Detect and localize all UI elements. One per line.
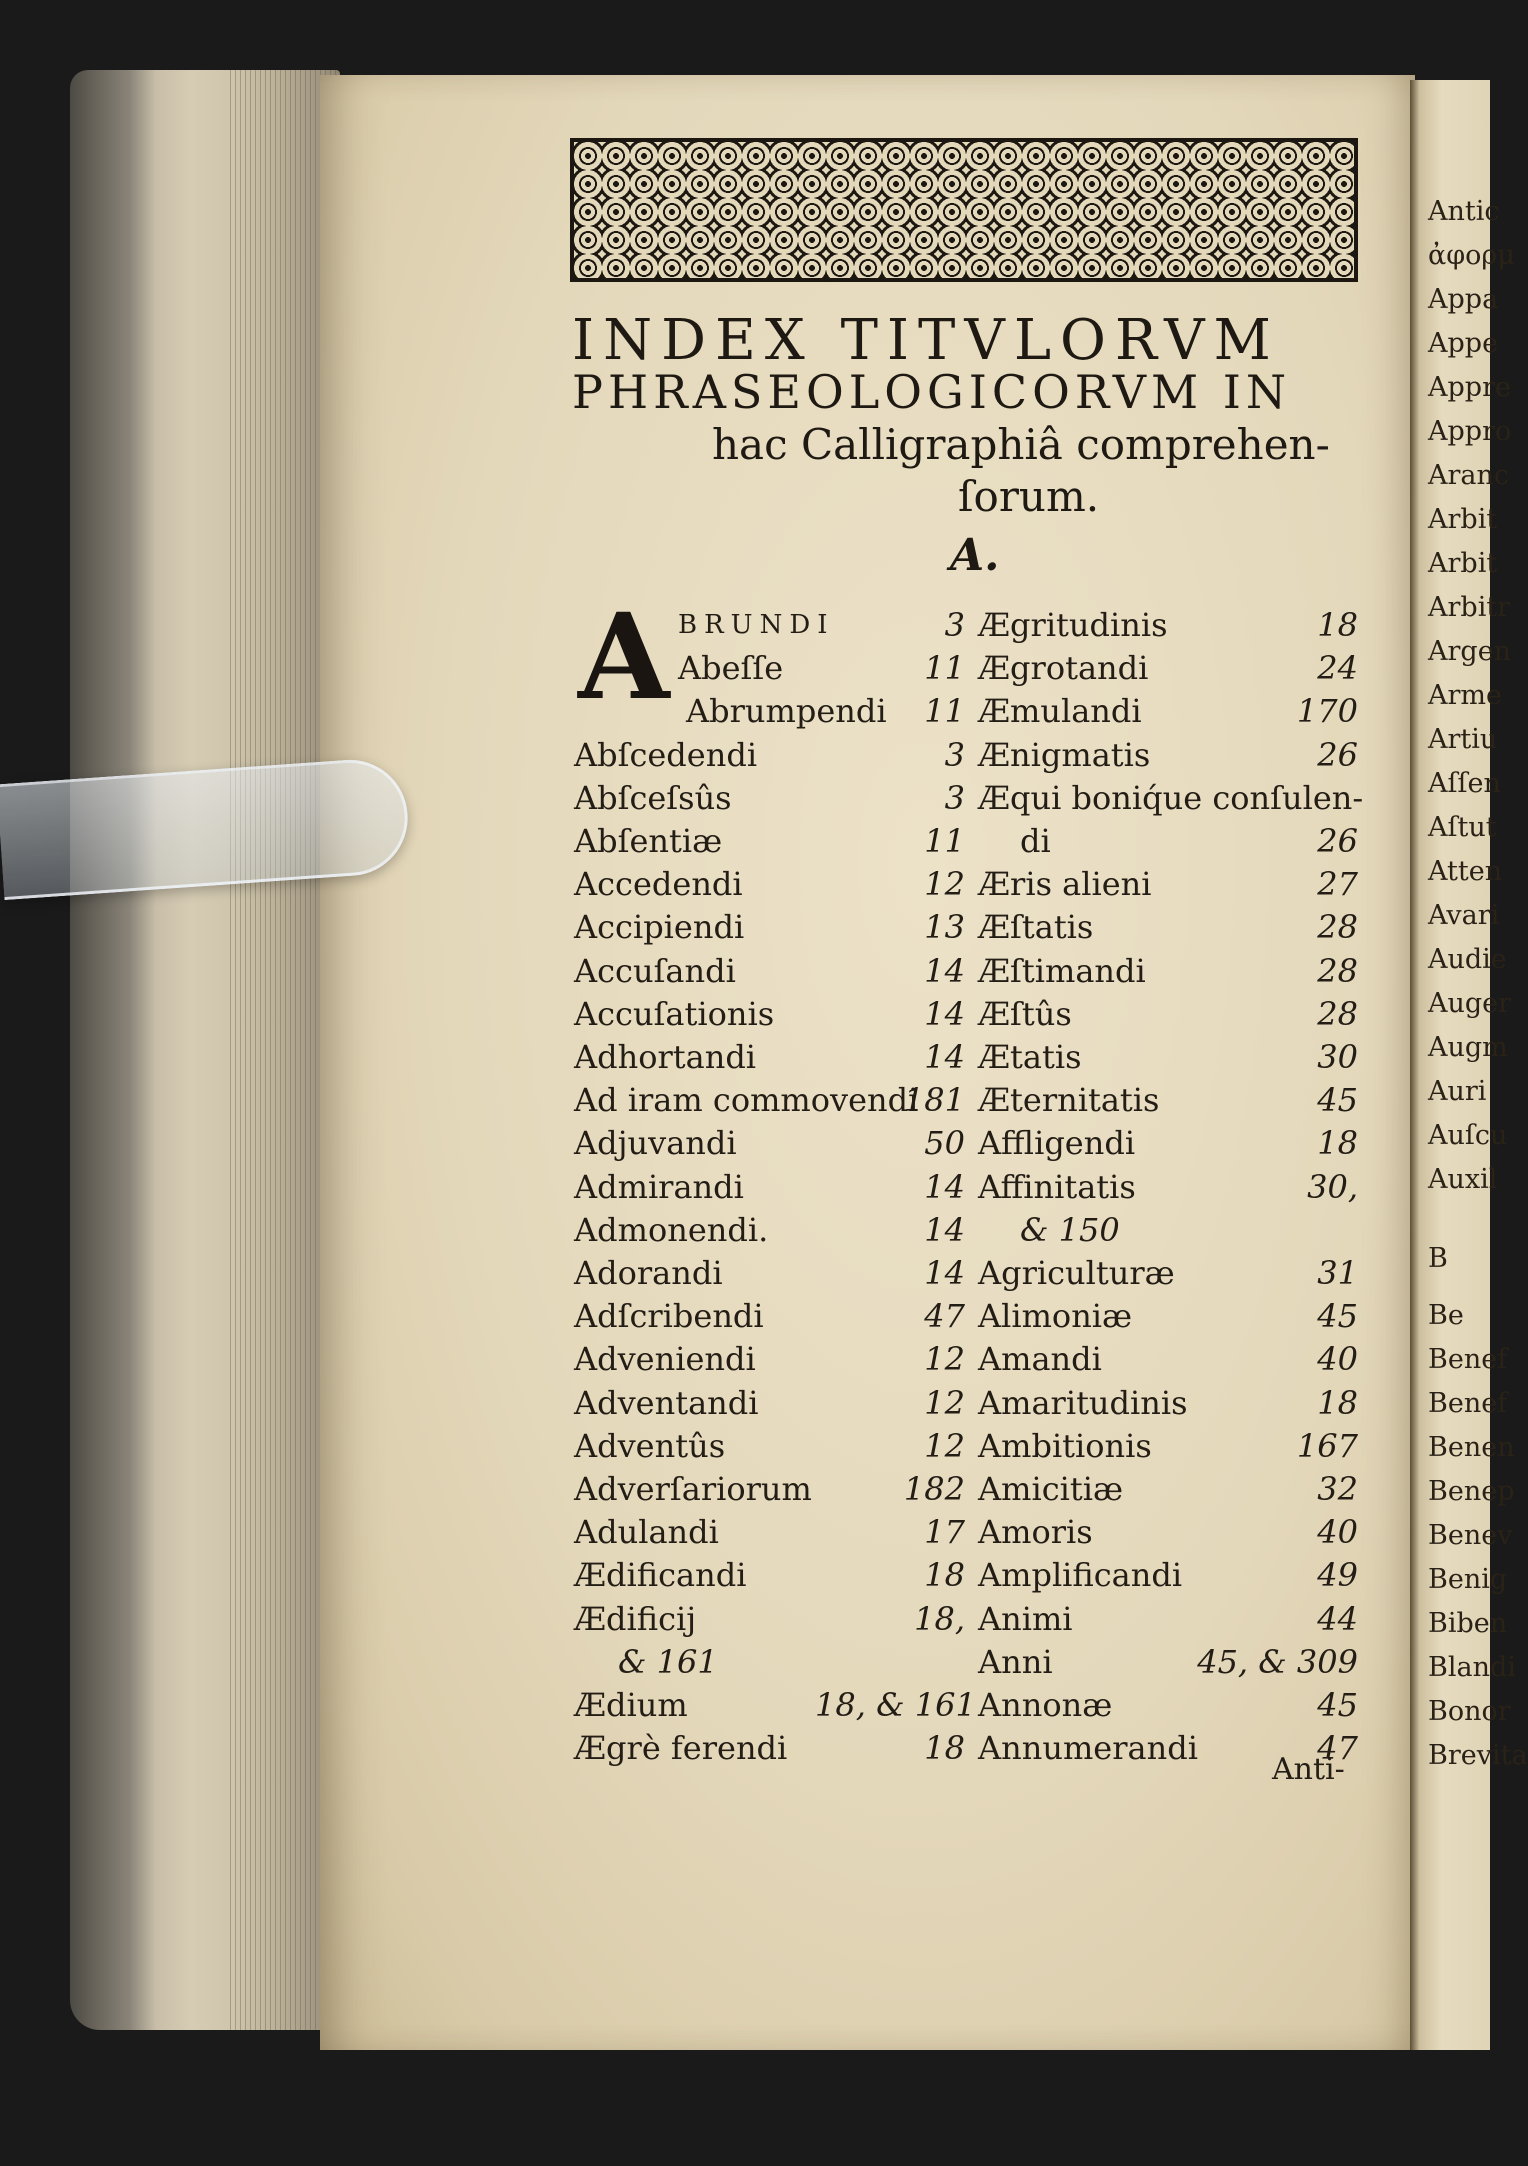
right-index-page: 30: [1317, 1038, 1358, 1076]
left-index-page: 3: [944, 779, 965, 817]
right-index-term: Æmulandi: [978, 692, 1142, 730]
right-index-term: Æris alieni: [978, 865, 1152, 903]
left-index-page: 12: [924, 1427, 965, 1465]
left-index-page: 3: [944, 736, 965, 774]
left-index-term: Adhortandi: [574, 1038, 757, 1076]
right-index-term: di: [1020, 822, 1051, 860]
facing-page-fragment: Appro: [1428, 416, 1512, 447]
right-index-page: 26: [1317, 736, 1358, 774]
right-index-page: 40: [1317, 1513, 1358, 1551]
facing-page-fragment: ἀφορμ: [1428, 240, 1515, 271]
right-index-term: Ænigmatis: [978, 736, 1151, 774]
facing-page-fragment: Benef: [1428, 1388, 1508, 1419]
left-index-term: Abſentiæ: [574, 822, 723, 860]
left-index-page: 18: [924, 1729, 965, 1767]
left-index-term: Abrumpendi: [686, 692, 887, 730]
facing-page-fragment: Argen: [1428, 636, 1512, 667]
right-index-term: Animi: [978, 1600, 1073, 1638]
right-index-page: 18: [1317, 606, 1358, 644]
left-index-term: Ædium: [574, 1686, 688, 1724]
right-index-term: Anni: [978, 1643, 1053, 1681]
section-letter: A.: [950, 530, 1000, 581]
facing-page-fragment: Benef: [1428, 1344, 1508, 1375]
right-index-term: Affligendi: [978, 1124, 1136, 1162]
facing-page-fragment: Avari: [1428, 900, 1500, 931]
facing-page-fragment: Aſſen: [1428, 768, 1501, 799]
catchword: Anti-: [1272, 1752, 1345, 1787]
right-index-page: 45: [1317, 1081, 1358, 1119]
right-index-page: 47: [1317, 1729, 1358, 1767]
facing-page-fragment: Appa: [1428, 284, 1499, 315]
left-index-page: 181: [903, 1081, 965, 1119]
facing-page-fragment: Arbitr: [1428, 592, 1511, 623]
left-index-page: 11: [924, 649, 965, 687]
book-fore-edge: [70, 70, 340, 2030]
right-index-term: Ægrotandi: [978, 649, 1149, 687]
left-index-term: Admonendi.: [574, 1211, 769, 1249]
right-index-term: Annumerandi: [978, 1729, 1198, 1767]
right-index-page: 45: [1317, 1686, 1358, 1724]
facing-page-fragment: Appe: [1428, 328, 1499, 359]
right-index-term: Ætatis: [978, 1038, 1082, 1076]
right-index-term: Alimoniæ: [978, 1297, 1133, 1335]
right-index-page: 26: [1317, 822, 1358, 860]
right-index-page: 40: [1317, 1340, 1358, 1378]
left-index-term: Adulandi: [574, 1513, 719, 1551]
facing-page-fragment: Atten: [1428, 856, 1503, 887]
right-index-term: Æſtimandi: [978, 952, 1146, 990]
left-index-page: 14: [924, 1038, 965, 1076]
title-line-1: INDEX TITVLORVM: [572, 308, 1280, 373]
left-index-page: 14: [924, 995, 965, 1033]
right-index-term: Amandi: [978, 1340, 1102, 1378]
left-index-term: Ædificij: [574, 1600, 697, 1638]
facing-page-fragment: Brevita: [1428, 1740, 1528, 1771]
right-index-term: Æſtatis: [978, 908, 1094, 946]
right-index-page: 167: [1296, 1427, 1358, 1465]
left-index-page: 50: [924, 1124, 965, 1162]
right-index-page: 28: [1317, 908, 1358, 946]
left-index-page: 11: [924, 822, 965, 860]
left-index-page: 182: [903, 1470, 965, 1508]
right-index-page: 45, & 309: [1197, 1643, 1358, 1681]
right-index-page: 27: [1317, 865, 1358, 903]
left-index-page: 14: [924, 1254, 965, 1292]
facing-page-fragment: Be: [1428, 1300, 1464, 1331]
right-index-page: 18: [1317, 1384, 1358, 1422]
left-index-term: Abeſſe: [678, 649, 784, 687]
left-index-page: 18,: [914, 1600, 965, 1638]
right-index-term: Amplificandi: [978, 1556, 1183, 1594]
right-index-term: Amoris: [978, 1513, 1093, 1551]
left-index-page: 14: [924, 1211, 965, 1249]
right-index-page: 45: [1317, 1297, 1358, 1335]
left-index-term: Ædificandi: [574, 1556, 747, 1594]
left-index-term: Accipiendi: [574, 908, 745, 946]
left-index-term: Abſcedendi: [574, 736, 758, 774]
facing-page-fragment: Augm: [1428, 1032, 1508, 1063]
left-index-term: Accuſationis: [574, 995, 775, 1033]
facing-page-fragment: Antic: [1428, 196, 1500, 227]
facing-page-fragment: Benen: [1428, 1432, 1515, 1463]
facing-page-fragment: Artiu: [1428, 724, 1498, 755]
facing-page-fragment: B: [1428, 1243, 1448, 1274]
left-index-term: Admirandi: [574, 1168, 744, 1206]
facing-page-fragment: Aranc: [1428, 460, 1510, 491]
facing-page-fragment: Auri: [1428, 1076, 1487, 1107]
right-index-term: Æſtûs: [978, 995, 1072, 1033]
left-index-page: 14: [924, 952, 965, 990]
facing-page-fragment: Blandi: [1428, 1652, 1516, 1683]
left-index-page: 18: [924, 1556, 965, 1594]
title-line-2: PHRASEOLOGICORVM IN: [572, 365, 1292, 419]
right-index-term: Æternitatis: [978, 1081, 1160, 1119]
left-index-page: 12: [924, 865, 965, 903]
facing-page-fragment: Aſtut: [1428, 812, 1497, 843]
right-index-page: 31: [1317, 1254, 1358, 1292]
left-index-term: Abſceſsûs: [574, 779, 732, 817]
facing-page-fragment: Audie: [1428, 944, 1507, 975]
right-index-term: & 150: [1020, 1211, 1120, 1249]
right-index-term: Ægritudinis: [978, 606, 1168, 644]
title-line-3: hac Calligraphiâ comprehen-: [712, 420, 1330, 469]
facing-page-fragment: Bonor: [1428, 1696, 1511, 1727]
right-index-page: 170: [1296, 692, 1358, 730]
left-index-page: 18, & 161: [815, 1686, 976, 1724]
facing-page-fragment: Auxil: [1428, 1164, 1498, 1195]
right-index-page: 18: [1317, 1124, 1358, 1162]
left-index-term: Adjuvandi: [574, 1124, 737, 1162]
facing-page-fragment: Arme: [1428, 680, 1502, 711]
right-index-page: 30,: [1307, 1168, 1358, 1206]
drop-cap: A: [578, 587, 670, 726]
left-index-term: Adventûs: [574, 1427, 726, 1465]
left-index-term: Adorandi: [574, 1254, 723, 1292]
right-index-page: [1138, 1210, 1358, 1250]
facing-page-fragment: Benev: [1428, 1520, 1513, 1551]
left-index-term: Ad iram commovendi: [574, 1081, 919, 1119]
facing-page-edge: [1410, 80, 1528, 2050]
right-index-page: 49: [1317, 1556, 1358, 1594]
left-index-page: 11: [924, 692, 965, 730]
right-index-term: Ambitionis: [978, 1427, 1152, 1465]
facing-page-fragments: [1428, 190, 1528, 1778]
decorative-headpiece: [570, 138, 1358, 282]
facing-page-fragment: Benig: [1428, 1564, 1508, 1595]
facing-page-fragment: Auſcu: [1428, 1120, 1508, 1151]
facing-page-fragment: Auger: [1428, 988, 1512, 1019]
left-index-page: 12: [924, 1340, 965, 1378]
left-index-term: BRUNDI: [678, 610, 835, 640]
left-index-term: Accedendi: [574, 865, 743, 903]
facing-page-fragment: Arbit: [1428, 548, 1498, 579]
left-index-page: 47: [924, 1297, 965, 1335]
right-index-page: 28: [1317, 995, 1358, 1033]
right-index-term: Annonæ: [978, 1686, 1113, 1724]
left-index-term: & 161: [618, 1643, 718, 1681]
left-index-term: Adverſariorum: [574, 1470, 812, 1508]
right-index-page: 32: [1317, 1470, 1358, 1508]
title-line-4: ſorum.: [958, 472, 1100, 521]
facing-page-fragment: Benep: [1428, 1476, 1515, 1507]
left-index-page: 12: [924, 1384, 965, 1422]
right-index-term: Æqui boniq́ue conſulen-: [978, 779, 1364, 817]
right-index-term: Amaritudinis: [978, 1384, 1188, 1422]
facing-page-fragment: Biben: [1428, 1608, 1508, 1639]
right-index-page: 44: [1317, 1600, 1358, 1638]
right-index-page: 24: [1317, 649, 1358, 687]
left-index-page: 3: [944, 606, 965, 644]
left-index-page: 13: [924, 908, 965, 946]
right-index-term: Amicitiæ: [978, 1470, 1124, 1508]
right-index-page: [1138, 778, 1358, 818]
left-index-page: 17: [924, 1513, 965, 1551]
right-index-page: 28: [1317, 952, 1358, 990]
left-index-term: Accuſandi: [574, 952, 736, 990]
left-index-page: 14: [924, 1168, 965, 1206]
left-index-term: Ægrè ferendi: [574, 1729, 788, 1767]
facing-page-fragment: Arbit: [1428, 504, 1498, 535]
left-index-page: [815, 1642, 965, 1682]
right-index-term: Agriculturæ: [978, 1254, 1175, 1292]
facing-page-fragment: Appre: [1428, 372, 1511, 403]
right-index-term: Affinitatis: [978, 1168, 1136, 1206]
left-index-term: Adſcribendi: [574, 1297, 764, 1335]
left-index-term: Adveniendi: [574, 1340, 756, 1378]
left-index-term: Adventandi: [574, 1384, 759, 1422]
